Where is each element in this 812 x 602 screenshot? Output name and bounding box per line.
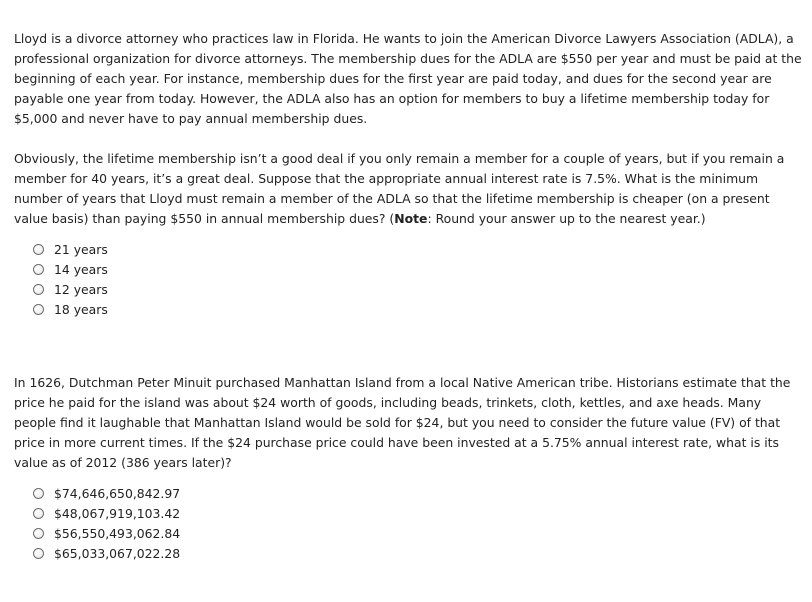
radio-button-icon[interactable]: [33, 264, 44, 275]
radio-button-icon[interactable]: [33, 488, 44, 499]
q2-option-label: $74,646,650,842.97: [54, 485, 181, 501]
q1-note-text: : Round your answer up to the nearest year.): [427, 211, 706, 226]
radio-button-icon[interactable]: [33, 508, 44, 519]
radio-button-icon[interactable]: [33, 528, 44, 539]
q1-option-label: 18 years: [54, 301, 108, 317]
q2-option-label: $65,033,067,022.28: [54, 545, 181, 561]
q1-options: [14, 239, 804, 319]
q2-option-1[interactable]: [14, 483, 804, 503]
q1-option-label: 14 years: [54, 261, 108, 277]
q2-option-label: $56,550,493,062.84: [54, 525, 181, 541]
question-page: [14, 29, 804, 563]
q1-option-4[interactable]: [14, 299, 804, 319]
q2-options: [14, 483, 804, 563]
q1-option-1[interactable]: [14, 239, 804, 259]
q2-paragraph: In 1626, Dutchman Peter Minuit purchased Manhattan Island from a local Native American tribe. Historians estimate that the price he paid for the island was about $24 worth of goods, including beads, trinkets, cloth, kettles, and axe heads. Many people find it laughable that Manhattan Island would be sold for $24, but you need to consider the future value (FV) of that price in more current times. If the $24 purchase price could have been invested at a 5.75% annual interest rate, what is its value as of 2012 (386 years later)?: [14, 375, 791, 470]
radio-button-icon[interactable]: [33, 284, 44, 295]
q1-option-3[interactable]: [14, 279, 804, 299]
radio-button-icon[interactable]: [33, 548, 44, 559]
q1-intro-paragraph: Lloyd is a divorce attorney who practices law in Florida. He wants to join the American Divorce Lawyers Association (ADLA), a professional organization for divorce attorneys. The membership dues for the ADLA are $550 per year and must be paid at the beginning of each year. For instance, membership dues for the first year are paid today, and dues for the second year are payable one year from today. However, the ADLA also has an option for members to buy a lifetime membership today for $5,000 and never have to pay annual membership dues.: [14, 31, 802, 126]
q1-option-2[interactable]: [14, 259, 804, 279]
q1-option-label: 21 years: [54, 241, 108, 257]
q2-option-2[interactable]: [14, 503, 804, 523]
radio-button-icon[interactable]: [33, 304, 44, 315]
q1-question-paragraph: [14, 149, 804, 229]
q2-option-4[interactable]: [14, 543, 804, 563]
q1-option-label: 12 years: [54, 281, 108, 297]
note-label: Note: [394, 211, 428, 226]
q1-question-text: Obviously, the lifetime membership isn’t a good deal if you only remain a member for a couple of years, but if you remain a member for 40 years, it’s a great deal. Suppose that the appropriate annual interest rate is 7.5%. What is the minimum number of years that Lloyd must remain a member of the ADLA so that the lifetime membership is cheaper (on a present value basis) than paying $550 in annual membership dues? (: [14, 151, 785, 226]
q2-option-3[interactable]: [14, 523, 804, 543]
q2-option-label: $48,067,919,103.42: [54, 505, 181, 521]
radio-button-icon[interactable]: [33, 244, 44, 255]
